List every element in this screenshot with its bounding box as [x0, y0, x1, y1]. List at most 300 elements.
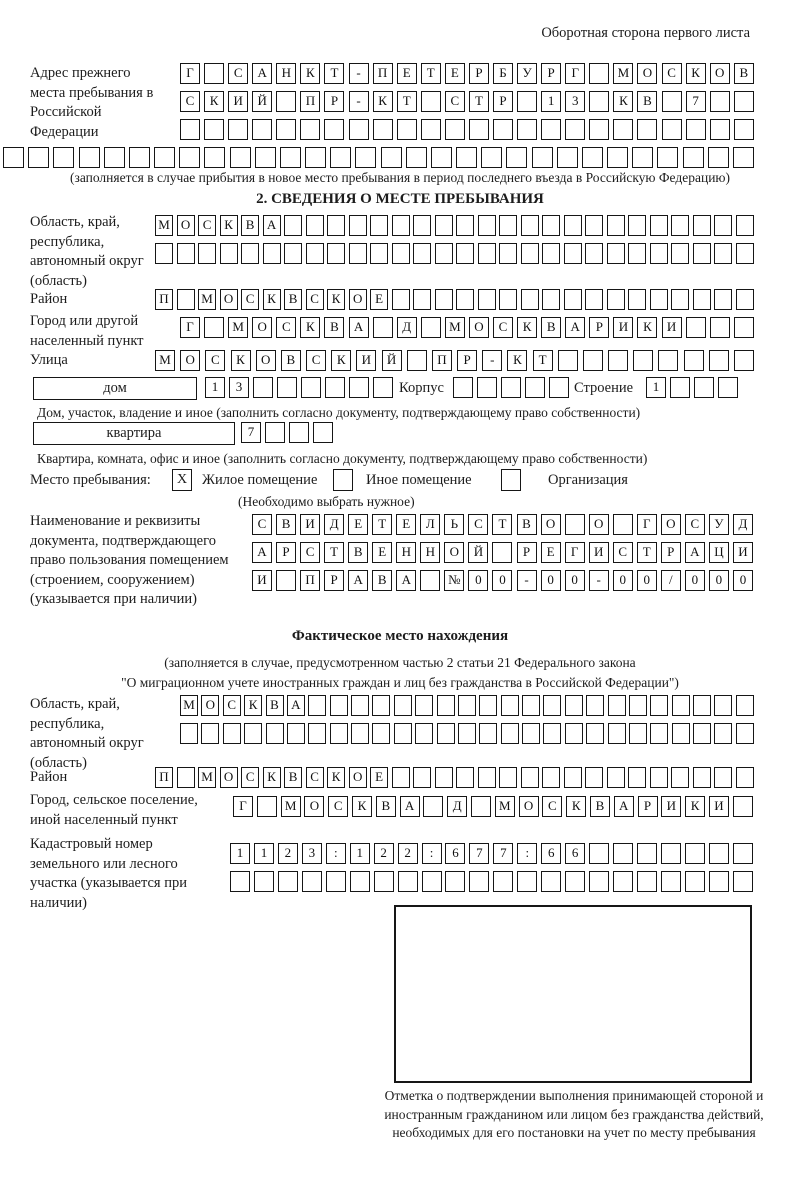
char-cell[interactable]: А — [685, 542, 705, 563]
char-cell[interactable]: О — [304, 796, 324, 817]
char-cell[interactable] — [714, 243, 732, 264]
char-cell[interactable] — [542, 289, 560, 310]
char-cell[interactable]: С — [542, 796, 562, 817]
char-cell[interactable] — [499, 767, 517, 788]
char-cell[interactable]: О — [256, 350, 276, 371]
char-cell[interactable] — [456, 215, 474, 236]
char-cell[interactable]: К — [507, 350, 527, 371]
char-cell[interactable] — [522, 723, 540, 744]
char-cell[interactable] — [104, 147, 125, 168]
char-cell[interactable] — [736, 289, 754, 310]
checkbox-residential[interactable]: X — [172, 469, 192, 491]
char-cell[interactable] — [709, 871, 729, 892]
char-cell[interactable] — [613, 843, 633, 864]
char-cell[interactable]: К — [637, 317, 657, 338]
char-cell[interactable] — [394, 695, 412, 716]
char-cell[interactable]: 0 — [733, 570, 753, 591]
char-cell[interactable] — [306, 215, 324, 236]
char-cell[interactable] — [506, 147, 527, 168]
char-cell[interactable] — [671, 243, 689, 264]
char-cell[interactable] — [280, 147, 301, 168]
char-cell[interactable] — [585, 215, 603, 236]
char-cell[interactable]: М — [495, 796, 515, 817]
char-cell[interactable] — [421, 317, 441, 338]
char-cell[interactable] — [493, 119, 513, 140]
char-cell[interactable]: М — [198, 289, 216, 310]
char-cell[interactable]: Н — [276, 63, 296, 84]
char-cell[interactable]: 2 — [398, 843, 418, 864]
char-cell[interactable] — [714, 767, 732, 788]
char-cell[interactable] — [220, 243, 238, 264]
char-cell[interactable]: 1 — [230, 843, 250, 864]
char-cell[interactable] — [435, 289, 453, 310]
char-cell[interactable] — [714, 695, 732, 716]
char-cell[interactable]: О — [220, 289, 238, 310]
apartment-type-box[interactable]: квартира — [33, 422, 235, 445]
char-cell[interactable]: С — [300, 542, 320, 563]
char-cell[interactable] — [228, 119, 248, 140]
char-cell[interactable]: С — [228, 63, 248, 84]
char-cell[interactable] — [501, 377, 521, 398]
char-cell[interactable] — [521, 215, 539, 236]
char-cell[interactable]: К — [300, 63, 320, 84]
char-cell[interactable] — [650, 289, 668, 310]
char-cell[interactable] — [586, 723, 604, 744]
char-cell[interactable]: В — [241, 215, 259, 236]
char-cell[interactable]: В — [376, 796, 396, 817]
char-cell[interactable] — [693, 695, 711, 716]
char-cell[interactable]: А — [396, 570, 416, 591]
char-cell[interactable] — [413, 215, 431, 236]
char-cell[interactable] — [478, 243, 496, 264]
char-cell[interactable]: В — [324, 317, 344, 338]
char-cell[interactable] — [565, 119, 585, 140]
char-cell[interactable]: Т — [421, 63, 441, 84]
char-cell[interactable]: А — [614, 796, 634, 817]
char-cell[interactable] — [585, 243, 603, 264]
char-cell[interactable] — [469, 119, 489, 140]
char-cell[interactable]: В — [637, 91, 657, 112]
char-cell[interactable] — [284, 243, 302, 264]
char-cell[interactable] — [415, 695, 433, 716]
char-cell[interactable] — [437, 695, 455, 716]
char-cell[interactable] — [421, 91, 441, 112]
char-cell[interactable]: С — [468, 514, 488, 535]
char-cell[interactable] — [525, 377, 545, 398]
char-cell[interactable] — [499, 243, 517, 264]
char-cell[interactable] — [693, 289, 711, 310]
char-cell[interactable]: К — [373, 91, 393, 112]
char-cell[interactable]: П — [300, 91, 320, 112]
char-cell[interactable] — [373, 119, 393, 140]
char-cell[interactable] — [583, 350, 603, 371]
char-cell[interactable] — [672, 695, 690, 716]
char-cell[interactable] — [589, 91, 609, 112]
char-cell[interactable]: К — [327, 289, 345, 310]
char-cell[interactable] — [657, 147, 678, 168]
char-cell[interactable] — [255, 147, 276, 168]
char-cell[interactable]: К — [517, 317, 537, 338]
char-cell[interactable]: Т — [324, 63, 344, 84]
char-cell[interactable] — [608, 723, 626, 744]
char-cell[interactable] — [585, 767, 603, 788]
char-cell[interactable] — [350, 871, 370, 892]
char-cell[interactable]: П — [155, 767, 173, 788]
char-cell[interactable] — [479, 723, 497, 744]
char-cell[interactable]: И — [589, 542, 609, 563]
char-cell[interactable] — [671, 767, 689, 788]
checkbox-other-premises[interactable] — [333, 469, 353, 491]
char-cell[interactable]: С — [306, 350, 326, 371]
char-cell[interactable] — [277, 377, 297, 398]
char-cell[interactable]: Е — [348, 514, 368, 535]
char-cell[interactable] — [79, 147, 100, 168]
char-cell[interactable]: 3 — [229, 377, 249, 398]
char-cell[interactable]: А — [287, 695, 305, 716]
char-cell[interactable]: № — [444, 570, 464, 591]
char-cell[interactable] — [456, 243, 474, 264]
char-cell[interactable] — [481, 147, 502, 168]
char-cell[interactable] — [241, 243, 259, 264]
char-cell[interactable]: А — [263, 215, 281, 236]
char-cell[interactable]: О — [220, 767, 238, 788]
char-cell[interactable] — [733, 871, 753, 892]
char-cell[interactable]: К — [327, 767, 345, 788]
char-cell[interactable] — [734, 350, 754, 371]
char-cell[interactable] — [263, 243, 281, 264]
char-cell[interactable]: А — [348, 570, 368, 591]
char-cell[interactable] — [456, 767, 474, 788]
char-cell[interactable] — [154, 147, 175, 168]
char-cell[interactable]: В — [281, 350, 301, 371]
char-cell[interactable] — [564, 243, 582, 264]
char-cell[interactable] — [381, 147, 402, 168]
char-cell[interactable] — [521, 767, 539, 788]
char-cell[interactable] — [204, 119, 224, 140]
char-cell[interactable] — [733, 843, 753, 864]
char-cell[interactable] — [684, 350, 704, 371]
char-cell[interactable] — [517, 871, 537, 892]
char-cell[interactable] — [349, 377, 369, 398]
char-cell[interactable] — [693, 723, 711, 744]
char-cell[interactable] — [349, 215, 367, 236]
char-cell[interactable] — [543, 723, 561, 744]
char-cell[interactable]: 3 — [302, 843, 322, 864]
char-cell[interactable] — [373, 317, 393, 338]
char-cell[interactable] — [284, 215, 302, 236]
char-cell[interactable] — [628, 767, 646, 788]
char-cell[interactable] — [397, 119, 417, 140]
char-cell[interactable] — [155, 243, 173, 264]
char-cell[interactable]: Н — [396, 542, 416, 563]
char-cell[interactable] — [372, 695, 390, 716]
char-cell[interactable]: Р — [589, 317, 609, 338]
char-cell[interactable]: О — [444, 542, 464, 563]
char-cell[interactable]: Р — [638, 796, 658, 817]
char-cell[interactable] — [265, 422, 285, 443]
char-cell[interactable] — [204, 63, 224, 84]
char-cell[interactable]: И — [228, 91, 248, 112]
char-cell[interactable]: Е — [396, 514, 416, 535]
char-cell[interactable] — [736, 767, 754, 788]
char-cell[interactable]: 6 — [565, 843, 585, 864]
char-cell[interactable]: И — [733, 542, 753, 563]
char-cell[interactable]: С — [445, 91, 465, 112]
char-cell[interactable]: Е — [397, 63, 417, 84]
char-cell[interactable] — [637, 871, 657, 892]
char-cell[interactable] — [714, 723, 732, 744]
char-cell[interactable] — [714, 215, 732, 236]
char-cell[interactable] — [586, 695, 604, 716]
char-cell[interactable] — [198, 243, 216, 264]
char-cell[interactable] — [650, 695, 668, 716]
char-cell[interactable] — [710, 119, 730, 140]
char-cell[interactable] — [413, 289, 431, 310]
char-cell[interactable]: С — [493, 317, 513, 338]
char-cell[interactable] — [607, 289, 625, 310]
char-cell[interactable]: Е — [445, 63, 465, 84]
char-cell[interactable] — [589, 119, 609, 140]
char-cell[interactable] — [445, 871, 465, 892]
char-cell[interactable] — [693, 215, 711, 236]
char-cell[interactable]: П — [155, 289, 173, 310]
char-cell[interactable] — [289, 422, 309, 443]
char-cell[interactable] — [670, 377, 690, 398]
char-cell[interactable] — [254, 871, 274, 892]
char-cell[interactable]: 1 — [541, 91, 561, 112]
char-cell[interactable] — [287, 723, 305, 744]
char-cell[interactable]: Т — [397, 91, 417, 112]
char-cell[interactable]: М — [228, 317, 248, 338]
char-cell[interactable] — [542, 767, 560, 788]
char-cell[interactable] — [542, 243, 560, 264]
char-cell[interactable] — [374, 871, 394, 892]
char-cell[interactable] — [522, 695, 540, 716]
char-cell[interactable]: 0 — [565, 570, 585, 591]
char-cell[interactable]: К — [685, 796, 705, 817]
char-cell[interactable] — [686, 317, 706, 338]
char-cell[interactable] — [413, 767, 431, 788]
char-cell[interactable] — [710, 91, 730, 112]
char-cell[interactable]: Т — [492, 514, 512, 535]
char-cell[interactable] — [736, 243, 754, 264]
char-cell[interactable]: 0 — [492, 570, 512, 591]
char-cell[interactable]: Н — [420, 542, 440, 563]
char-cell[interactable] — [582, 147, 603, 168]
char-cell[interactable] — [3, 147, 24, 168]
char-cell[interactable] — [607, 767, 625, 788]
char-cell[interactable] — [305, 147, 326, 168]
char-cell[interactable] — [565, 723, 583, 744]
char-cell[interactable] — [477, 377, 497, 398]
char-cell[interactable]: К — [352, 796, 372, 817]
char-cell[interactable] — [607, 243, 625, 264]
char-cell[interactable]: В — [276, 514, 296, 535]
char-cell[interactable]: Р — [324, 91, 344, 112]
char-cell[interactable] — [330, 147, 351, 168]
char-cell[interactable] — [435, 215, 453, 236]
char-cell[interactable]: И — [662, 317, 682, 338]
char-cell[interactable]: С — [613, 542, 633, 563]
char-cell[interactable] — [558, 350, 578, 371]
char-cell[interactable] — [650, 723, 668, 744]
char-cell[interactable] — [543, 695, 561, 716]
char-cell[interactable] — [177, 243, 195, 264]
char-cell[interactable]: А — [349, 317, 369, 338]
char-cell[interactable]: Ь — [444, 514, 464, 535]
char-cell[interactable] — [734, 317, 754, 338]
char-cell[interactable] — [431, 147, 452, 168]
char-cell[interactable] — [658, 350, 678, 371]
char-cell[interactable] — [330, 723, 348, 744]
char-cell[interactable]: С — [306, 767, 324, 788]
char-cell[interactable] — [541, 871, 561, 892]
char-cell[interactable]: К — [244, 695, 262, 716]
char-cell[interactable] — [629, 695, 647, 716]
char-cell[interactable] — [708, 147, 729, 168]
char-cell[interactable]: М — [281, 796, 301, 817]
char-cell[interactable]: Й — [382, 350, 402, 371]
char-cell[interactable] — [565, 871, 585, 892]
char-cell[interactable]: Ц — [709, 542, 729, 563]
house-type-box[interactable]: дом — [33, 377, 197, 400]
char-cell[interactable] — [650, 767, 668, 788]
char-cell[interactable] — [373, 377, 393, 398]
char-cell[interactable]: С — [205, 350, 225, 371]
char-cell[interactable]: М — [613, 63, 633, 84]
char-cell[interactable]: В — [590, 796, 610, 817]
char-cell[interactable]: : — [326, 843, 346, 864]
char-cell[interactable]: А — [565, 317, 585, 338]
char-cell[interactable] — [671, 289, 689, 310]
char-cell[interactable] — [398, 871, 418, 892]
char-cell[interactable]: О — [589, 514, 609, 535]
char-cell[interactable]: 0 — [541, 570, 561, 591]
char-cell[interactable] — [501, 695, 519, 716]
char-cell[interactable]: У — [709, 514, 729, 535]
char-cell[interactable] — [370, 215, 388, 236]
char-cell[interactable]: К — [613, 91, 633, 112]
char-cell[interactable]: Й — [468, 542, 488, 563]
char-cell[interactable]: О — [519, 796, 539, 817]
char-cell[interactable] — [421, 119, 441, 140]
char-cell[interactable] — [661, 871, 681, 892]
char-cell[interactable]: 3 — [565, 91, 585, 112]
char-cell[interactable] — [613, 871, 633, 892]
char-cell[interactable] — [613, 119, 633, 140]
char-cell[interactable]: Е — [372, 542, 392, 563]
char-cell[interactable]: К — [204, 91, 224, 112]
char-cell[interactable] — [632, 147, 653, 168]
char-cell[interactable]: Е — [370, 767, 388, 788]
char-cell[interactable]: М — [198, 767, 216, 788]
char-cell[interactable] — [394, 723, 412, 744]
char-cell[interactable]: В — [284, 767, 302, 788]
char-cell[interactable]: О — [661, 514, 681, 535]
char-cell[interactable] — [479, 695, 497, 716]
char-cell[interactable] — [478, 215, 496, 236]
char-cell[interactable]: С — [223, 695, 241, 716]
char-cell[interactable] — [565, 695, 583, 716]
char-cell[interactable]: С — [685, 514, 705, 535]
char-cell[interactable] — [370, 243, 388, 264]
char-cell[interactable] — [266, 723, 284, 744]
char-cell[interactable]: - — [589, 570, 609, 591]
char-cell[interactable] — [521, 289, 539, 310]
char-cell[interactable] — [276, 119, 296, 140]
char-cell[interactable] — [406, 147, 427, 168]
char-cell[interactable] — [714, 289, 732, 310]
char-cell[interactable] — [557, 147, 578, 168]
char-cell[interactable]: В — [517, 514, 537, 535]
char-cell[interactable]: - — [517, 570, 537, 591]
char-cell[interactable]: О — [349, 767, 367, 788]
char-cell[interactable]: 1 — [646, 377, 666, 398]
char-cell[interactable] — [685, 871, 705, 892]
char-cell[interactable] — [349, 243, 367, 264]
char-cell[interactable] — [180, 119, 200, 140]
char-cell[interactable] — [589, 843, 609, 864]
char-cell[interactable] — [276, 91, 296, 112]
char-cell[interactable]: С — [198, 215, 216, 236]
char-cell[interactable]: Б — [493, 63, 513, 84]
char-cell[interactable]: 6 — [445, 843, 465, 864]
char-cell[interactable] — [456, 289, 474, 310]
char-cell[interactable]: Р — [469, 63, 489, 84]
char-cell[interactable] — [710, 317, 730, 338]
char-cell[interactable] — [565, 514, 585, 535]
char-cell[interactable]: О — [349, 289, 367, 310]
char-cell[interactable]: О — [541, 514, 561, 535]
char-cell[interactable]: И — [613, 317, 633, 338]
char-cell[interactable]: У — [517, 63, 537, 84]
char-cell[interactable] — [392, 243, 410, 264]
char-cell[interactable]: С — [662, 63, 682, 84]
char-cell[interactable] — [694, 377, 714, 398]
char-cell[interactable] — [28, 147, 49, 168]
char-cell[interactable]: 7 — [686, 91, 706, 112]
char-cell[interactable] — [685, 843, 705, 864]
char-cell[interactable]: Т — [637, 542, 657, 563]
char-cell[interactable] — [308, 695, 326, 716]
char-cell[interactable] — [445, 119, 465, 140]
char-cell[interactable] — [613, 514, 633, 535]
char-cell[interactable]: Д — [324, 514, 344, 535]
char-cell[interactable]: К — [566, 796, 586, 817]
char-cell[interactable] — [499, 289, 517, 310]
char-cell[interactable]: 0 — [468, 570, 488, 591]
char-cell[interactable] — [736, 215, 754, 236]
char-cell[interactable]: Е — [370, 289, 388, 310]
char-cell[interactable] — [326, 871, 346, 892]
char-cell[interactable]: В — [734, 63, 754, 84]
char-cell[interactable] — [517, 91, 537, 112]
char-cell[interactable]: Г — [180, 63, 200, 84]
char-cell[interactable]: Р — [493, 91, 513, 112]
char-cell[interactable] — [415, 723, 433, 744]
char-cell[interactable] — [733, 796, 753, 817]
char-cell[interactable]: 7 — [469, 843, 489, 864]
char-cell[interactable]: К — [263, 289, 281, 310]
char-cell[interactable] — [420, 570, 440, 591]
char-cell[interactable] — [493, 871, 513, 892]
char-cell[interactable]: М — [445, 317, 465, 338]
char-cell[interactable]: Р — [661, 542, 681, 563]
char-cell[interactable] — [549, 377, 569, 398]
char-cell[interactable]: Г — [565, 63, 585, 84]
char-cell[interactable] — [471, 796, 491, 817]
char-cell[interactable]: Г — [180, 317, 200, 338]
